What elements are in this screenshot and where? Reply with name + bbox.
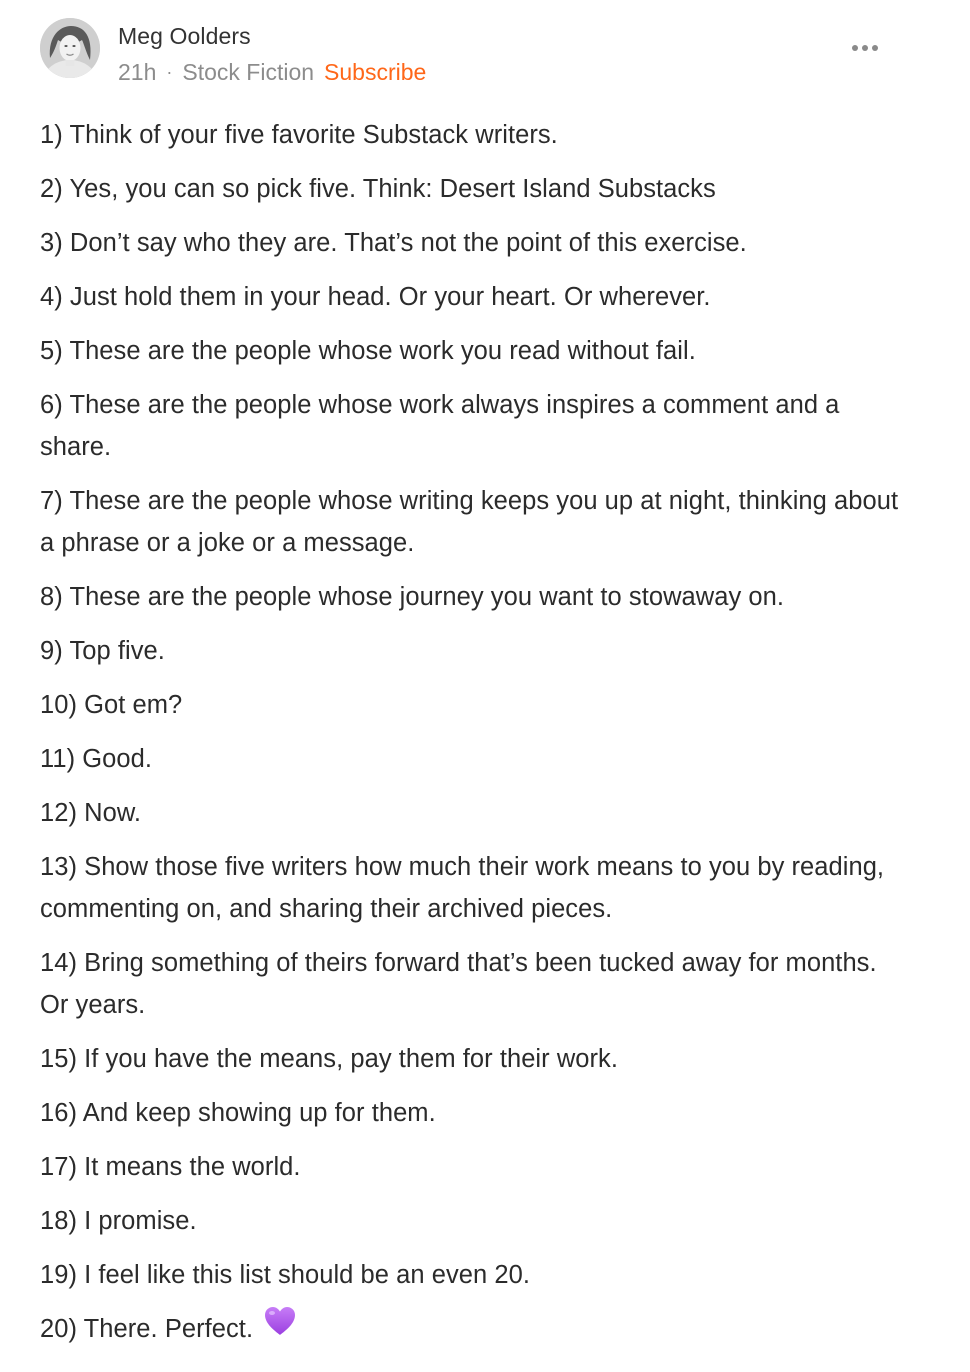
- list-item: 14) Bring something of theirs forward that’s been tucked away for months. Or years.: [40, 949, 877, 1019]
- publication-name[interactable]: Stock Fiction: [182, 59, 315, 85]
- list-item: 18) I promise.: [40, 1207, 197, 1235]
- avatar-photo: [40, 18, 100, 78]
- ellipsis-icon[interactable]: [852, 43, 878, 53]
- list-item-text: 20) There. Perfect.: [40, 1315, 254, 1344]
- list-item: 8) These are the people whose journey you want to stowaway on.: [40, 583, 784, 611]
- post-meta: [118, 59, 426, 86]
- subscribe-button[interactable]: Subscribe: [324, 59, 427, 85]
- list-item: 11) Good.: [40, 745, 152, 773]
- author-name[interactable]: Meg Oolders: [118, 23, 251, 49]
- list-item: 16) And keep showing up for them.: [40, 1099, 436, 1127]
- avatar[interactable]: [40, 18, 100, 78]
- list-item: 9) Top five.: [40, 637, 165, 665]
- list-item: 3) Don’t say who they are. That’s not the point of this exercise.: [40, 229, 747, 257]
- list-item-last: [40, 1308, 900, 1353]
- list-item: 17) It means the world.: [40, 1153, 301, 1181]
- list-item: 10) Got em?: [40, 691, 183, 719]
- list-item: 5) These are the people whose work you read without fail.: [40, 337, 696, 365]
- list-item: 2) Yes, you can so pick five. Think: Desert Island Substacks: [40, 175, 716, 203]
- purple-heart-icon: [263, 1305, 297, 1350]
- post-time: 21h: [118, 59, 157, 85]
- list-item: 1) Think of your five favorite Substack writers.: [40, 121, 558, 149]
- list-item: 6) These are the people whose work always inspires a comment and a share.: [40, 391, 840, 461]
- meta-separator: ·: [166, 62, 173, 82]
- list-item: 15) If you have the means, pay them for their work.: [40, 1045, 618, 1073]
- list-item: 12) Now.: [40, 799, 142, 827]
- list-item: 13) Show those five writers how much their work means to you by reading, commenting on, and sharing their archived pieces.: [40, 853, 885, 923]
- post-header: [40, 18, 890, 85]
- post-body: [40, 114, 900, 1365]
- list-item: 19) I feel like this list should be an even 20.: [40, 1261, 530, 1289]
- list-item: 4) Just hold them in your head. Or your heart. Or wherever.: [40, 283, 711, 311]
- list-item: 7) These are the people whose writing keeps you up at night, thinking about a phrase or a joke or a message.: [40, 487, 899, 557]
